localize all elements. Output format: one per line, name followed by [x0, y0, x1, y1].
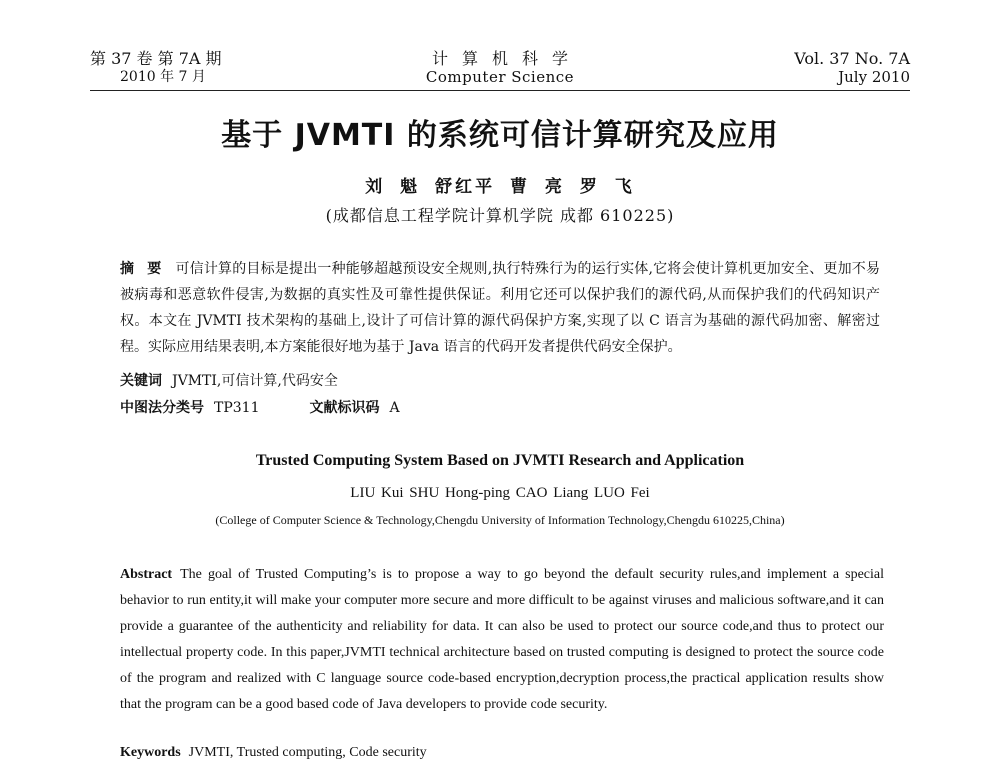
- keywords-cn-text: JVMTI,可信计算,代码安全: [172, 373, 338, 389]
- abstract-en: [120, 562, 884, 718]
- classification-value: TP311: [214, 400, 260, 416]
- document-code-label: 文献标识码: [309, 400, 380, 416]
- keywords-cn-label: 关键词: [120, 373, 162, 389]
- abstract-cn-label: 摘 要: [120, 261, 166, 277]
- keywords-en-text: JVMTI, Trusted computing, Code security: [188, 745, 427, 760]
- keywords-en-label: Keywords: [120, 745, 181, 760]
- issue-date-en: July 2010: [838, 68, 910, 86]
- volume-issue: 第 37 卷 第 7A 期: [90, 49, 222, 68]
- journal-header: [90, 50, 910, 91]
- volume-issue-en: Vol. 37 No. 7A: [794, 49, 910, 68]
- abstract-en-label: Abstract: [120, 567, 173, 582]
- keywords-cn: [120, 370, 338, 390]
- abstract-cn-text: 可信计算的目标是提出一种能够超越预设安全规则,执行特殊行为的运行实体,它将会使计算机更加安全、更加不易被病毒和恶意软件侵害,为数据的真实性及可靠性提供保证。利用它还可以保护我们的源代码,从而保护我们的代码知识产权。本文在 JVMTI 技术架构的基础上,设计了可信计算的源代码保护方案,实现了以 C 语言为基础的源代码加密、解密过程。实际应用结果表明,本方案能很好地为基于 Java 语言的代码开发者提供代码安全保护。: [120, 261, 880, 355]
- affiliation-cn: (成都信息工程学院计算机学院 成都 610225): [325, 206, 675, 225]
- journal-name-en: Computer Science: [425, 68, 575, 86]
- paper-title-cn: 基于 JVMTI 的系统可信计算研究及应用: [221, 118, 779, 153]
- header-center: [90, 50, 910, 86]
- affiliation-en: (College of Computer Science & Technology,Chengdu University of Information Technology,Chengdu 610225,China): [215, 513, 785, 527]
- paper-title-en: Trusted Computing System Based on JVMTI Research and Application: [255, 452, 745, 469]
- abstract-en-text: The goal of Trusted Computing’s is to propose a way to go beyond the default security rules,and implement a special behavior to run entity,it will make your computer more secure and more difficult to be against viruses and malicious software,and it can provide a guarantee of the authenticity and reliability for data. It can also be used to protect our source code,and thus to protect our intellectual property code. In this paper,JVMTI technical architecture based on trusted computing is designed to protect the source code of the program and realized with C language source code-based encryption,decryption process,the practical application results show that the program can be a good based code of Java developers to provide code security.: [120, 567, 884, 712]
- document-code-value: A: [389, 400, 400, 416]
- abstract-cn: [120, 256, 880, 360]
- journal-name-cn: 计算机科学: [431, 49, 582, 68]
- issue-date-cn: 2010 年 7 月: [120, 69, 206, 85]
- keywords-en: [120, 745, 427, 761]
- authors-en: LIU Kui SHU Hong-ping CAO Liang LUO Fei: [350, 485, 650, 501]
- classification-line: [120, 397, 400, 417]
- classification-label: 中图法分类号: [120, 400, 204, 416]
- header-right: [794, 50, 910, 86]
- authors-cn: 刘 魁 舒红平 曹 亮 罗 飞: [365, 177, 635, 197]
